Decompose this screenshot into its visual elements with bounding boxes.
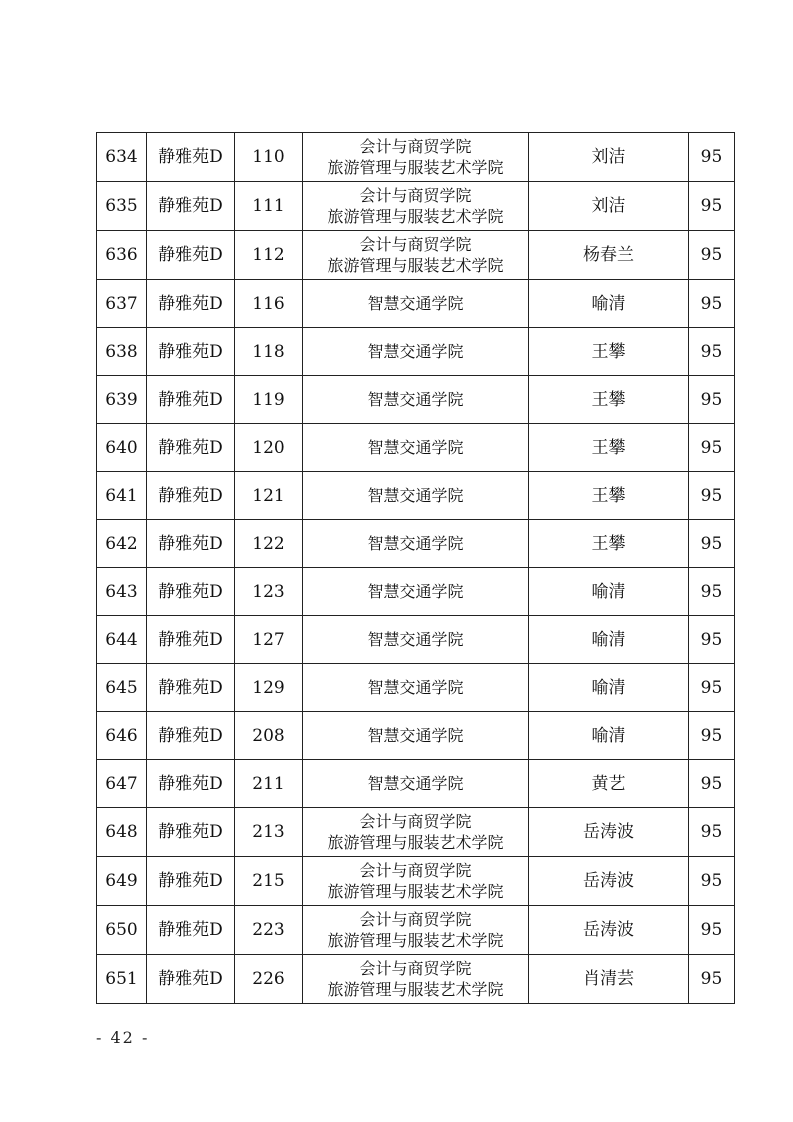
table-row xyxy=(97,424,735,472)
college-cell xyxy=(303,231,529,280)
person-cell: 王攀 xyxy=(529,424,689,472)
college-name: 旅游管理与服装艺术学院 xyxy=(327,882,504,901)
score-cell: 95 xyxy=(689,760,735,808)
room-cell: 129 xyxy=(235,664,303,712)
table-row xyxy=(97,182,735,231)
college-name: 旅游管理与服装艺术学院 xyxy=(327,256,504,275)
building-cell: 静雅苑D xyxy=(147,376,235,424)
college-name: 智慧交通学院 xyxy=(367,342,464,361)
room-cell: 213 xyxy=(235,808,303,857)
table-row xyxy=(97,760,735,808)
row-number-cell: 644 xyxy=(97,616,147,664)
college-name: 智慧交通学院 xyxy=(367,534,464,553)
college-name: 智慧交通学院 xyxy=(367,582,464,601)
room-cell: 111 xyxy=(235,182,303,231)
row-number-cell: 649 xyxy=(97,857,147,906)
person-cell: 王攀 xyxy=(529,376,689,424)
room-cell: 119 xyxy=(235,376,303,424)
room-cell: 110 xyxy=(235,133,303,182)
room-cell: 223 xyxy=(235,906,303,955)
building-cell: 静雅苑D xyxy=(147,712,235,760)
building-cell: 静雅苑D xyxy=(147,568,235,616)
page-number: - 42 - xyxy=(96,1028,150,1047)
score-cell: 95 xyxy=(689,712,735,760)
score-cell: 95 xyxy=(689,664,735,712)
college-name: 旅游管理与服装艺术学院 xyxy=(327,833,504,852)
college-name: 会计与商贸学院 xyxy=(359,861,472,880)
college-cell xyxy=(303,712,529,760)
row-number-cell: 647 xyxy=(97,760,147,808)
room-cell: 215 xyxy=(235,857,303,906)
person-cell: 喻清 xyxy=(529,280,689,328)
row-number-cell: 641 xyxy=(97,472,147,520)
table-row xyxy=(97,906,735,955)
college-name: 会计与商贸学院 xyxy=(359,235,472,254)
building-cell: 静雅苑D xyxy=(147,424,235,472)
row-number-cell: 637 xyxy=(97,280,147,328)
college-cell xyxy=(303,520,529,568)
table-row xyxy=(97,328,735,376)
table-row xyxy=(97,808,735,857)
person-cell: 喻清 xyxy=(529,616,689,664)
table-row xyxy=(97,857,735,906)
college-cell xyxy=(303,760,529,808)
college-cell xyxy=(303,857,529,906)
college-name: 旅游管理与服装艺术学院 xyxy=(327,980,504,999)
table-row xyxy=(97,616,735,664)
room-cell: 120 xyxy=(235,424,303,472)
building-cell: 静雅苑D xyxy=(147,760,235,808)
score-cell: 95 xyxy=(689,280,735,328)
table-row xyxy=(97,231,735,280)
table-row xyxy=(97,664,735,712)
person-cell: 王攀 xyxy=(529,520,689,568)
person-cell: 喻清 xyxy=(529,712,689,760)
room-cell: 121 xyxy=(235,472,303,520)
score-cell: 95 xyxy=(689,133,735,182)
college-cell xyxy=(303,424,529,472)
college-cell xyxy=(303,664,529,712)
building-cell: 静雅苑D xyxy=(147,231,235,280)
score-cell: 95 xyxy=(689,472,735,520)
college-name: 智慧交通学院 xyxy=(367,390,464,409)
college-name: 智慧交通学院 xyxy=(367,774,464,793)
building-cell: 静雅苑D xyxy=(147,520,235,568)
score-cell: 95 xyxy=(689,906,735,955)
college-name: 智慧交通学院 xyxy=(367,630,464,649)
table-row xyxy=(97,472,735,520)
building-cell: 静雅苑D xyxy=(147,182,235,231)
score-cell: 95 xyxy=(689,616,735,664)
person-cell: 岳涛波 xyxy=(529,857,689,906)
room-cell: 211 xyxy=(235,760,303,808)
table-row xyxy=(97,955,735,1004)
building-cell: 静雅苑D xyxy=(147,616,235,664)
row-number-cell: 643 xyxy=(97,568,147,616)
college-cell xyxy=(303,280,529,328)
college-cell xyxy=(303,955,529,1004)
row-number-cell: 642 xyxy=(97,520,147,568)
building-cell: 静雅苑D xyxy=(147,280,235,328)
person-cell: 王攀 xyxy=(529,328,689,376)
row-number-cell: 636 xyxy=(97,231,147,280)
score-cell: 95 xyxy=(689,424,735,472)
building-cell: 静雅苑D xyxy=(147,664,235,712)
college-cell xyxy=(303,376,529,424)
college-name: 旅游管理与服装艺术学院 xyxy=(327,931,504,950)
college-name: 智慧交通学院 xyxy=(367,726,464,745)
score-cell: 95 xyxy=(689,182,735,231)
table-row xyxy=(97,376,735,424)
table-row xyxy=(97,133,735,182)
building-cell: 静雅苑D xyxy=(147,906,235,955)
college-cell xyxy=(303,808,529,857)
table-row xyxy=(97,280,735,328)
college-cell xyxy=(303,472,529,520)
college-cell xyxy=(303,328,529,376)
college-name: 会计与商贸学院 xyxy=(359,959,472,978)
row-number-cell: 634 xyxy=(97,133,147,182)
room-cell: 226 xyxy=(235,955,303,1004)
dormitory-score-table xyxy=(96,132,735,1004)
college-name: 会计与商贸学院 xyxy=(359,910,472,929)
score-cell: 95 xyxy=(689,857,735,906)
room-cell: 118 xyxy=(235,328,303,376)
table-row xyxy=(97,568,735,616)
building-cell: 静雅苑D xyxy=(147,955,235,1004)
college-name: 智慧交通学院 xyxy=(367,294,464,313)
room-cell: 208 xyxy=(235,712,303,760)
college-cell xyxy=(303,568,529,616)
score-cell: 95 xyxy=(689,231,735,280)
college-name: 旅游管理与服装艺术学院 xyxy=(327,207,504,226)
row-number-cell: 650 xyxy=(97,906,147,955)
row-number-cell: 645 xyxy=(97,664,147,712)
college-cell xyxy=(303,182,529,231)
score-cell: 95 xyxy=(689,328,735,376)
person-cell: 刘洁 xyxy=(529,133,689,182)
college-cell xyxy=(303,133,529,182)
college-name: 会计与商贸学院 xyxy=(359,137,472,156)
building-cell: 静雅苑D xyxy=(147,133,235,182)
person-cell: 刘洁 xyxy=(529,182,689,231)
row-number-cell: 635 xyxy=(97,182,147,231)
person-cell: 杨春兰 xyxy=(529,231,689,280)
person-cell: 肖清芸 xyxy=(529,955,689,1004)
table-row xyxy=(97,520,735,568)
college-name: 会计与商贸学院 xyxy=(359,186,472,205)
person-cell: 喻清 xyxy=(529,664,689,712)
college-name: 旅游管理与服装艺术学院 xyxy=(327,158,504,177)
person-cell: 喻清 xyxy=(529,568,689,616)
college-name: 智慧交通学院 xyxy=(367,678,464,697)
score-cell: 95 xyxy=(689,376,735,424)
building-cell: 静雅苑D xyxy=(147,328,235,376)
college-name: 智慧交通学院 xyxy=(367,486,464,505)
row-number-cell: 646 xyxy=(97,712,147,760)
building-cell: 静雅苑D xyxy=(147,472,235,520)
person-cell: 王攀 xyxy=(529,472,689,520)
score-cell: 95 xyxy=(689,568,735,616)
college-cell xyxy=(303,906,529,955)
score-cell: 95 xyxy=(689,955,735,1004)
room-cell: 122 xyxy=(235,520,303,568)
row-number-cell: 639 xyxy=(97,376,147,424)
row-number-cell: 648 xyxy=(97,808,147,857)
table-row xyxy=(97,712,735,760)
person-cell: 岳涛波 xyxy=(529,906,689,955)
room-cell: 127 xyxy=(235,616,303,664)
person-cell: 岳涛波 xyxy=(529,808,689,857)
score-cell: 95 xyxy=(689,808,735,857)
college-name: 会计与商贸学院 xyxy=(359,812,472,831)
building-cell: 静雅苑D xyxy=(147,857,235,906)
room-cell: 116 xyxy=(235,280,303,328)
college-name: 智慧交通学院 xyxy=(367,438,464,457)
table-body xyxy=(97,133,735,1004)
row-number-cell: 640 xyxy=(97,424,147,472)
person-cell: 黄艺 xyxy=(529,760,689,808)
row-number-cell: 651 xyxy=(97,955,147,1004)
college-cell xyxy=(303,616,529,664)
room-cell: 123 xyxy=(235,568,303,616)
score-cell: 95 xyxy=(689,520,735,568)
room-cell: 112 xyxy=(235,231,303,280)
building-cell: 静雅苑D xyxy=(147,808,235,857)
row-number-cell: 638 xyxy=(97,328,147,376)
